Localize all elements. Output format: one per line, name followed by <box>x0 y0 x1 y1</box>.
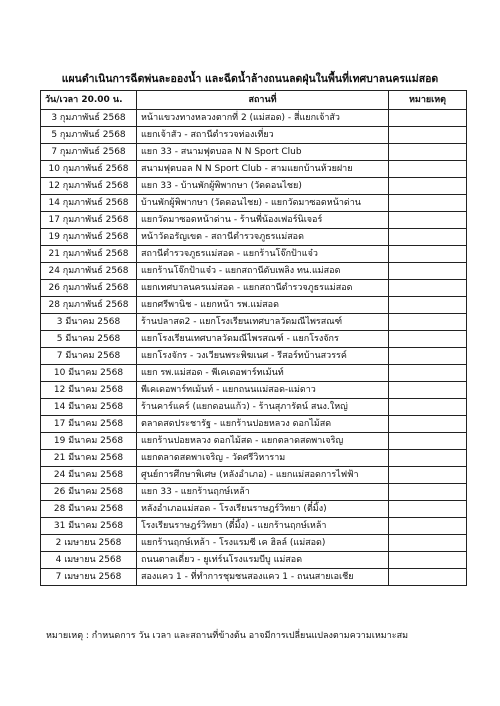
table-row <box>41 195 467 212</box>
note-cell <box>389 263 467 280</box>
place-cell: หน้าแขวงทางหลวงตากที่ 2 (แม่สอด) - สี่แยกเจ้าสัว <box>137 110 389 127</box>
place-cell: โรงเรียนราษฎร์วิทยา (ตี๋มิ้ง) - แยกร้านฤกษ์เหล้า <box>137 518 389 535</box>
note-cell <box>389 144 467 161</box>
place-cell: ร้านคาร์แคร์ (แยกดอนแก้ว) - ร้านสุภารัตน์ สนง.ใหญ่ <box>137 399 389 416</box>
note-cell <box>389 280 467 297</box>
date-cell: 2 เมษายน 2568 <box>41 535 137 552</box>
date-cell: 12 มีนาคม 2568 <box>41 382 137 399</box>
document-title: แผนดำเนินการฉีดพ่นละอองน้ำ และฉีดน้ำล้างถนนลดฝุ่นในพื้นที่เทศบาลนครแม่สอด <box>61 73 439 85</box>
place-cell: แยกร้านโจ๊กป้าแจ๋ว - แยกสถานีดับเพลิง ทน.แม่สอด <box>137 263 389 280</box>
table-row <box>41 518 467 535</box>
date-cell: 21 กุมภาพันธ์ 2568 <box>41 246 137 263</box>
date-cell: 7 มีนาคม 2568 <box>41 348 137 365</box>
date-cell: 17 มีนาคม 2568 <box>41 416 137 433</box>
date-cell: 24 กุมภาพันธ์ 2568 <box>41 263 137 280</box>
place-cell: หน้าวัดอรัญเขต - สถานีตำรวจภูธรแม่สอด <box>137 229 389 246</box>
note-cell <box>389 195 467 212</box>
place-cell: แยก 33 - สนามฟุตบอล N N Sport Club <box>137 144 389 161</box>
date-cell: 5 มีนาคม 2568 <box>41 331 137 348</box>
date-cell: 12 กุมภาพันธ์ 2568 <box>41 178 137 195</box>
note-cell <box>389 331 467 348</box>
schedule-table <box>40 90 467 586</box>
date-cell: 10 มีนาคม 2568 <box>41 365 137 382</box>
table-row <box>41 161 467 178</box>
table-row <box>41 263 467 280</box>
table-row <box>41 314 467 331</box>
table-row <box>41 467 467 484</box>
note-cell <box>389 382 467 399</box>
date-cell: 3 กุมภาพันธ์ 2568 <box>41 110 137 127</box>
note-cell <box>389 297 467 314</box>
place-cell: แยก 33 - แยกร้านฤกษ์เหล้า <box>137 484 389 501</box>
footnote: หมายเหตุ : กำหนดการ วัน เวลา และสถานที่ข้างต้น อาจมีการเปลี่ยนแปลงตามความเหมาะสม <box>46 631 409 641</box>
place-cell: แยกวัดมาซอดหน้าด่าน - ร้านพี่น้องเฟอร์นิเจอร์ <box>137 212 389 229</box>
place-cell: สนามฟุตบอล N N Sport Club - สามแยกบ้านห้วยฝาย <box>137 161 389 178</box>
note-cell <box>389 518 467 535</box>
note-cell <box>389 416 467 433</box>
header-note: หมายเหตุ <box>389 91 467 110</box>
date-cell: 5 กุมภาพันธ์ 2568 <box>41 127 137 144</box>
note-cell <box>389 569 467 586</box>
note-cell <box>389 450 467 467</box>
place-cell: สถานีตำรวจภูธรแม่สอด - แยกร้านโจ๊กป้าแจ๋ว <box>137 246 389 263</box>
note-cell <box>389 110 467 127</box>
place-cell: แยก รพ.แม่สอด - พีเคเดอพาร์ทเม้นท์ <box>137 365 389 382</box>
note-cell <box>389 433 467 450</box>
date-cell: 31 มีนาคม 2568 <box>41 518 137 535</box>
note-cell <box>389 178 467 195</box>
table-row <box>41 127 467 144</box>
place-cell: ร้านปลาสด2 - แยกโรงเรียนเทศบาลวัดมณีไพรสณฑ์ <box>137 314 389 331</box>
date-cell: 14 กุมภาพันธ์ 2568 <box>41 195 137 212</box>
place-cell: ศูนย์การศึกษาพิเศษ (หลังอำเภอ) - แยกแม่สอดการไฟฟ้า <box>137 467 389 484</box>
date-cell: 21 มีนาคม 2568 <box>41 450 137 467</box>
place-cell: แยกโรงเรียนเทศบาลวัดมณีไพรสณฑ์ - แยกโรงจักร <box>137 331 389 348</box>
table-row <box>41 144 467 161</box>
place-cell: หลังอำเภอแม่สอด - โรงเรียนราษฎร์วิทยา (ตี๋มิ้ง) <box>137 501 389 518</box>
note-cell <box>389 161 467 178</box>
date-cell: 7 เมษายน 2568 <box>41 569 137 586</box>
table-row <box>41 399 467 416</box>
note-cell <box>389 535 467 552</box>
place-cell: แยกเจ้าสัว - สถานีตำรวจท่องเที่ยว <box>137 127 389 144</box>
note-cell <box>389 212 467 229</box>
place-cell: บ้านพักผู้พิพากษา (วัดดอนไชย) - แยกวัดมาซอดหน้าด่าน <box>137 195 389 212</box>
note-cell <box>389 467 467 484</box>
date-cell: 26 มีนาคม 2568 <box>41 484 137 501</box>
note-cell <box>389 501 467 518</box>
place-cell: แยกตลาดสดพาเจริญ - วัดศรีวิหาราม <box>137 450 389 467</box>
header-date: วัน/เวลา 20.00 น. <box>41 91 137 110</box>
date-cell: 26 กุมภาพันธ์ 2568 <box>41 280 137 297</box>
note-cell <box>389 365 467 382</box>
note-cell <box>389 399 467 416</box>
table-row <box>41 229 467 246</box>
table-row <box>41 348 467 365</box>
place-cell: ถนนตาลเดี่ยว - ยูเท่ร์นโรงแรมบีบู แม่สอด <box>137 552 389 569</box>
date-cell: 24 มีนาคม 2568 <box>41 467 137 484</box>
date-cell: 10 กุมภาพันธ์ 2568 <box>41 161 137 178</box>
table-row <box>41 212 467 229</box>
date-cell: 7 กุมภาพันธ์ 2568 <box>41 144 137 161</box>
date-cell: 28 กุมภาพันธ์ 2568 <box>41 297 137 314</box>
place-cell: พีเคเดอพาร์ทเม้นท์ - แยกถนนแม่สอด-แม่ดาว <box>137 382 389 399</box>
place-cell: แยกโรงจักร - วงเวียนพระพิฆเนศ - รีสอร์ทบ้านสวรรค์ <box>137 348 389 365</box>
table-row <box>41 365 467 382</box>
date-cell: 19 มีนาคม 2568 <box>41 433 137 450</box>
date-cell: 4 เมษายน 2568 <box>41 552 137 569</box>
table-row <box>41 484 467 501</box>
place-cell: แยกร้านปอยหลวง ดอกไม้สด - แยกตลาดสดพาเจริญ <box>137 433 389 450</box>
table-row <box>41 535 467 552</box>
table-row <box>41 178 467 195</box>
date-cell: 3 มีนาคม 2568 <box>41 314 137 331</box>
table-row <box>41 450 467 467</box>
header-place: สถานที่ <box>137 91 389 110</box>
note-cell <box>389 127 467 144</box>
table-row <box>41 280 467 297</box>
table-row <box>41 110 467 127</box>
table-row <box>41 331 467 348</box>
place-cell: แยก 33 - บ้านพักผู้พิพากษา (วัดดอนไชย) <box>137 178 389 195</box>
table-row <box>41 246 467 263</box>
table-row <box>41 501 467 518</box>
date-cell: 19 กุมภาพันธ์ 2568 <box>41 229 137 246</box>
place-cell: แยกเทศบาลนครแม่สอด - แยกสถานีตำรวจภูธรแม่สอด <box>137 280 389 297</box>
table-row <box>41 552 467 569</box>
place-cell: สองแคว 1 - ที่ทำการชุมชนสองแคว 1 - ถนนสายเอเชีย <box>137 569 389 586</box>
date-cell: 17 กุมภาพันธ์ 2568 <box>41 212 137 229</box>
table-row <box>41 569 467 586</box>
place-cell: ตลาดสดประชารัฐ - แยกร้านปอยหลวง ดอกไม้สด <box>137 416 389 433</box>
table-row <box>41 297 467 314</box>
place-cell: แยกร้านฤกษ์เหล้า - โรงแรมซี เค ฮิลล์ (แม่สอด) <box>137 535 389 552</box>
note-cell <box>389 552 467 569</box>
table-row <box>41 382 467 399</box>
note-cell <box>389 229 467 246</box>
date-cell: 28 มีนาคม 2568 <box>41 501 137 518</box>
note-cell <box>389 484 467 501</box>
table-row <box>41 433 467 450</box>
note-cell <box>389 314 467 331</box>
note-cell <box>389 246 467 263</box>
note-cell <box>389 348 467 365</box>
date-cell: 14 มีนาคม 2568 <box>41 399 137 416</box>
table-row <box>41 416 467 433</box>
table-header-row <box>41 91 467 110</box>
place-cell: แยกศรีพานิช - แยกหน้า รพ.แม่สอด <box>137 297 389 314</box>
table-body <box>41 110 467 586</box>
